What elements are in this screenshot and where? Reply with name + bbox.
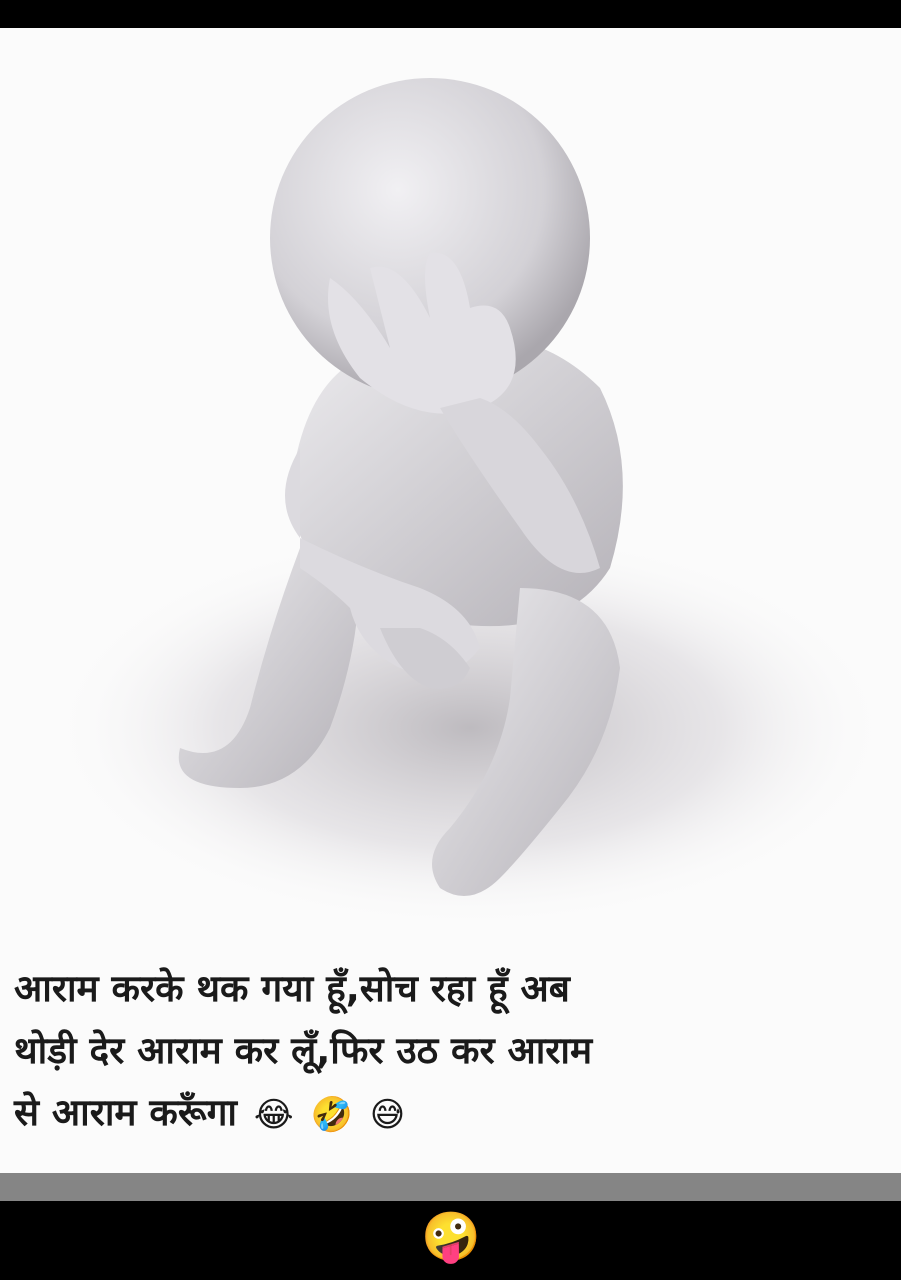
caption-line-1: आराम करके थक गया हूँ,सोच रहा हूँ अब [14, 967, 570, 1010]
grinning-sweat-emoji-icon: 😅 [369, 1094, 406, 1135]
message-card[interactable] [0, 28, 901, 1173]
message-photo[interactable] [0, 28, 901, 958]
caption-line-3-text: से आराम करूँगा [14, 1091, 238, 1134]
top-bar [0, 0, 901, 28]
message-footer-strip [0, 1173, 901, 1201]
tears-of-joy-emoji-icon: 😂 [253, 1094, 294, 1135]
caption-line-3 [14, 1082, 884, 1146]
caption-line-2: थोड़ी देर आराम कर लूँ,फिर उठ कर आराम [14, 1029, 593, 1072]
message-caption [14, 958, 884, 1146]
rofl-emoji-icon: 🤣 [310, 1094, 353, 1135]
zany-face-reaction-icon[interactable]: 🤪 [421, 1209, 481, 1265]
